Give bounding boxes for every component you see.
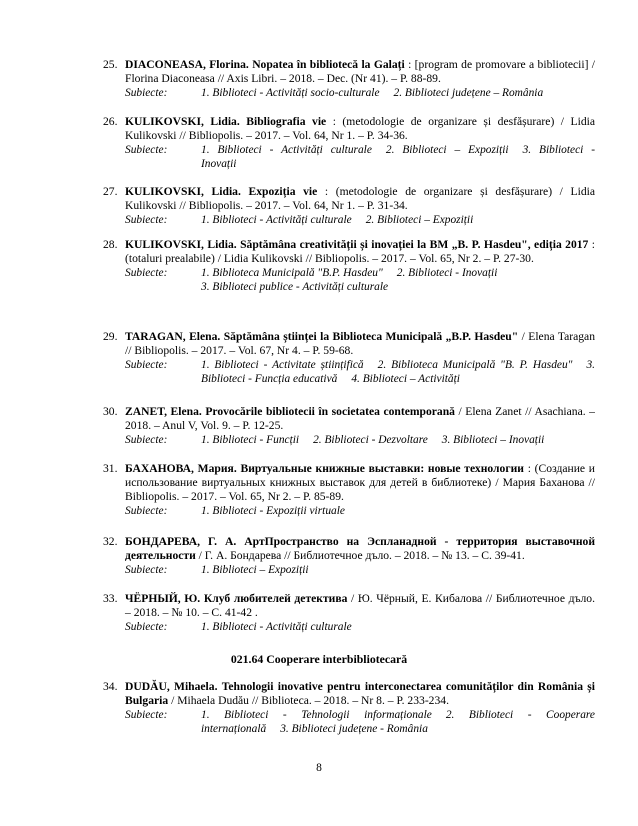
entry-details: : (metodologie de organizare și desfășurare) / Lidia Kulikovski // Bibliopolis. – 2017. – Vol. 64, Nr 1. – P. 31-34. (125, 185, 595, 212)
subject-item: 1. Biblioteci – Expoziții (201, 564, 309, 576)
entry-title: Bibliografia vie (246, 115, 327, 128)
entry-details: : [program de promovare a bibliotecii] / Florina Diaconeasa // Axis Libri. – 2018. – Dec. (Nr 41). – P. 88-89. (125, 58, 596, 85)
subjects-label: Subiecte: (125, 87, 168, 99)
entry-details: / Mihaela Dudău // Biblioteca. – 2018. – Nr 8. – P. 233-234. (168, 694, 449, 707)
entry-citation (125, 115, 595, 143)
subject-item: 2. Biblioteci județene – România (393, 87, 544, 99)
subject-item: 2. Biblioteci - Dezvoltare (313, 434, 428, 446)
subject-item: 1. Biblioteci - Tehnologii informaționale (201, 709, 432, 721)
subject-item: 2. Biblioteci – Expoziții (385, 144, 509, 156)
subjects-label: Subiecte: (125, 267, 168, 279)
entry-citation (125, 405, 595, 433)
subject-item: 3. Biblioteci - Funcția educativă (201, 359, 595, 385)
subject-item: 2. Biblioteci - Cooperare internațională (201, 709, 595, 735)
subject-item: 1. Biblioteci - Activități culturale (201, 214, 352, 226)
entry-citation (125, 592, 595, 620)
subjects-label: Subiecte: (125, 564, 168, 576)
entry-number: 25. (103, 58, 118, 71)
subject-item: 3. Biblioteci județene - România (280, 723, 428, 735)
subject-item: 1. Biblioteca Municipală "B.P. Hasdeu" (201, 267, 383, 279)
bibliography-entry (103, 115, 595, 171)
entry-number: 34. (103, 680, 118, 693)
entry-number: 26. (103, 115, 118, 128)
entry-number: 27. (103, 185, 118, 198)
bibliography-entry (103, 680, 595, 736)
entry-author: БОНДАРЕВА, Г. А. (125, 535, 237, 548)
entry-subjects (125, 563, 595, 577)
bibliography-entry (103, 185, 595, 227)
entry-number: 29. (103, 330, 118, 343)
entry-subjects (125, 358, 595, 386)
entry-citation (125, 58, 595, 86)
entry-details: / Г. А. Бондарева // Библиотечное дъло. – 2018. – № 13. – С. 39-41. (195, 549, 525, 562)
subject-item: 3. Biblioteci publice - Activități culturale (201, 281, 389, 293)
entry-subjects (125, 143, 595, 171)
subject-item: 4. Biblioteci – Activități (351, 373, 460, 385)
entry-title: Expoziția vie (248, 185, 318, 198)
entry-details: : (metodologie de organizare și desfășurare) / Lidia Kulikovski // Bibliopolis. – 2017. – Vol. 64, Nr 1. – P. 34-36. (125, 115, 595, 142)
entry-subjects (125, 504, 595, 518)
entry-citation (125, 330, 595, 358)
subjects-label: Subiecte: (125, 505, 168, 517)
entry-title: Виртуальные книжные выставки: новые технологии (240, 462, 524, 475)
entry-title: Клуб любителей детектива (203, 592, 348, 605)
subject-item: 1. Biblioteci - Activități culturale (201, 144, 372, 156)
entry-author: DIACONEASA, Florina. (125, 58, 249, 71)
entry-author: KULIKOVSKI, Lidia. (125, 185, 241, 198)
subjects-label: Subiecte: (125, 434, 168, 446)
entry-subjects (125, 620, 595, 634)
entry-author: TARAGAN, Elena. (125, 330, 221, 343)
subject-item: 2. Biblioteci - Inovații (396, 267, 498, 279)
subject-item: 1. Biblioteci - Activități culturale (201, 621, 352, 633)
entry-citation (125, 680, 595, 708)
entry-author: ZANET, Elena. (125, 405, 202, 418)
bibliography-entry (103, 405, 595, 447)
entry-details: : (Создание и использование виртуальных книжных выставок для детей в библиотеке) / Мария Баханова // Bibliopolis. – 2017. – Vol. 65, Nr 2. – P. 85-89. (125, 462, 595, 503)
entry-title: Tehnologii inovative pentru interconectarea comunităților din România și Bulgaria (125, 680, 595, 707)
bibliography-entry (103, 58, 595, 100)
bibliography-entry (103, 535, 595, 577)
subject-item: 1. Biblioteci - Funcții (201, 434, 300, 446)
entry-details: / Elena Zanet // Asachiana. – 2018. – Anul V, Vol. 9. – P. 12-25. (125, 405, 595, 432)
subject-item: 3. Biblioteci – Inovații (441, 434, 545, 446)
entry-subjects (125, 708, 595, 736)
bibliography-entry (103, 330, 595, 386)
entry-number: 33. (103, 592, 118, 605)
entry-citation (125, 238, 595, 266)
entry-author: ЧЁРНЫЙ, Ю. (125, 592, 201, 605)
entry-title: АртПространство на Эспланадной - территория выставочной деятельности (125, 535, 596, 562)
entry-title: Săptămâna creativității și inovației la BM „B. P. Hasdeu", ediția 2017 (240, 238, 589, 251)
entry-details: : (totaluri prealabile) / Lidia Kulikovski // Bibliopolis. – 2017. – Vol. 65, Nr 2. – P. 27-30. (125, 238, 596, 265)
bibliography-entry (103, 462, 595, 518)
subjects-label: Subiecte: (125, 359, 168, 371)
entry-subjects (125, 433, 595, 447)
entry-subjects (125, 86, 595, 100)
bibliography-entry (103, 592, 595, 634)
entry-number: 30. (103, 405, 118, 418)
section-heading: 021.64 Cooperare interbibliotecară (230, 652, 408, 666)
entry-author: БАХАНОВА, Мария. (125, 462, 237, 475)
entry-subjects (125, 213, 595, 227)
entry-author: DUDĂU, Mihaela. (125, 680, 218, 693)
entry-title: Nopatea în bibliotecă la Galați (252, 58, 405, 71)
entry-title: Săptămâna științei la Biblioteca Municipală „B.P. Hasdeu" (223, 330, 519, 343)
entry-number: 31. (103, 462, 118, 475)
subject-item: 2. Biblioteci – Expoziții (365, 214, 474, 226)
subject-item: 1. Biblioteci - Expoziții virtuale (201, 505, 345, 517)
subject-item: 1. Biblioteci - Activități socio-culturale (201, 87, 380, 99)
entry-author: KULIKOVSKI, Lidia. (125, 238, 237, 251)
entry-author: KULIKOVSKI, Lidia. (125, 115, 240, 128)
subject-item: 2. Biblioteca Municipală "B. P. Hasdeu" (377, 359, 573, 371)
page-number: 8 (316, 762, 322, 774)
entry-details: / Elena Taragan // Bibliopolis. – 2017. – Vol. 67, Nr 4. – P. 59-68. (125, 330, 596, 357)
entry-citation (125, 535, 595, 563)
entry-citation (125, 185, 595, 213)
bibliography-entry (103, 238, 595, 294)
entry-number: 28. (103, 238, 118, 251)
entry-title: Provocările bibliotecii în societatea contemporană (205, 405, 455, 418)
subject-item: 3. Biblioteci - Inovații (201, 144, 595, 170)
entry-details: / Ю. Чёрный, Е. Кибалова // Библиотечное дъло. – 2018. – № 10. – С. 41-42 . (125, 592, 595, 619)
subjects-label: Subiecte: (125, 144, 168, 156)
entry-number: 32. (103, 535, 118, 548)
subjects-label: Subiecte: (125, 709, 168, 721)
subjects-label: Subiecte: (125, 214, 168, 226)
entry-citation (125, 462, 595, 504)
entry-subjects (125, 266, 595, 294)
subjects-label: Subiecte: (125, 621, 168, 633)
subject-item: 1. Biblioteci - Activitate științifică (201, 359, 364, 371)
